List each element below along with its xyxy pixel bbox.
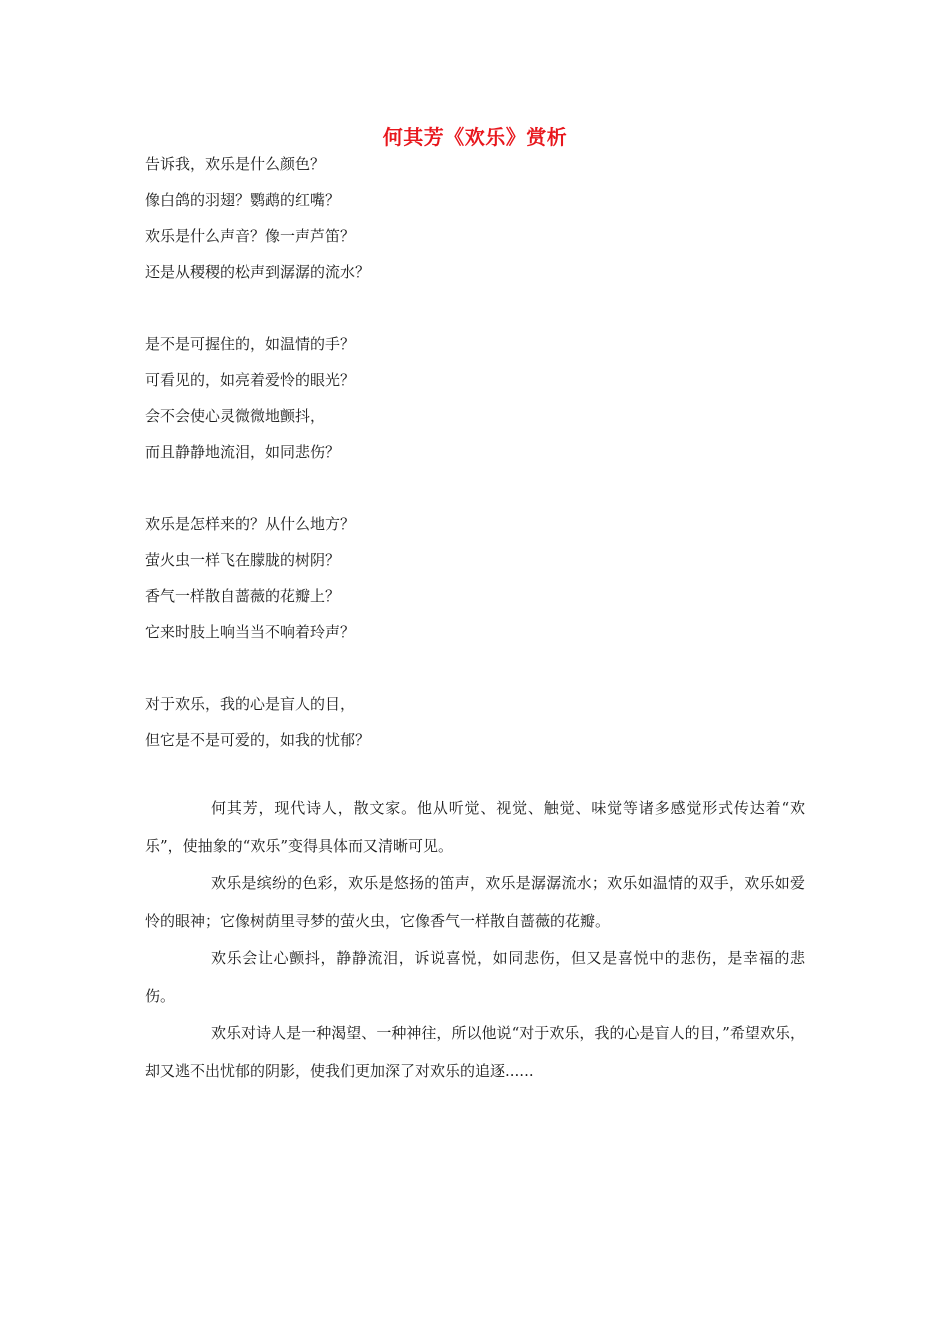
poem-line: 还是从稷稷的松声到潺潺的流水？ <box>145 263 371 281</box>
commentary-paragraph: 欢乐会让心颤抖，静静流泪，诉说喜悦，如同悲伤，但又是喜悦中的悲伤，是幸福的悲伤。 <box>145 949 805 1005</box>
poem-line: 对于欢乐，我的心是盲人的目， <box>145 695 356 713</box>
poem-line: 欢乐是怎样来的？从什么地方？ <box>145 515 356 533</box>
poem-line: 但它是不是可爱的，如我的忧郁？ <box>145 731 371 749</box>
commentary-paragraph: 欢乐是缤纷的色彩，欢乐是悠扬的笛声，欢乐是潺潺流水；欢乐如温情的双手，欢乐如爱怜的眼神；它像树荫里寻梦的萤火虫，它像香气一样散自蔷薇的花瓣。 <box>145 874 805 930</box>
commentary-paragraph: 欢乐对诗人是一种渴望、一种神往，所以他说“对于欢乐，我的心是盲人的目，”希望欢乐，却又逃不出忧郁的阴影，使我们更加深了对欢乐的追逐...... <box>145 1024 805 1080</box>
poem-line: 会不会使心灵微微地颤抖， <box>145 407 326 425</box>
commentary-paragraph: 何其芳，现代诗人，散文家。他从听觉、视觉、触觉、味觉等诸多感觉形式传达着“欢乐”，使抽象的“欢乐”变得具体而又清晰可见。 <box>145 799 805 855</box>
poem-line: 它来时肢上响当当不响着玲声？ <box>145 623 356 641</box>
poem-line: 萤火虫一样飞在朦胧的树阴？ <box>145 551 341 569</box>
poem-stanza <box>145 146 825 290</box>
poem-line: 而且静静地流泪，如同悲伤？ <box>145 443 341 461</box>
poem <box>145 146 825 758</box>
poem-line: 像白鸽的羽翅？鹦鹉的红嘴？ <box>145 191 341 209</box>
poem-line: 告诉我，欢乐是什么颜色？ <box>145 155 326 173</box>
poem-line: 欢乐是什么声音？像一声芦笛？ <box>145 227 356 245</box>
poem-stanza <box>145 506 825 650</box>
commentary <box>145 790 805 1090</box>
poem-stanza <box>145 686 825 758</box>
poem-line: 香气一样散自蔷薇的花瓣上？ <box>145 587 341 605</box>
document-title: 何其芳《欢乐》赏析 <box>382 125 568 149</box>
poem-line: 可看见的，如亮着爱怜的眼光？ <box>145 371 356 389</box>
poem-stanza <box>145 326 825 470</box>
poem-line: 是不是可握住的，如温情的手？ <box>145 335 356 353</box>
